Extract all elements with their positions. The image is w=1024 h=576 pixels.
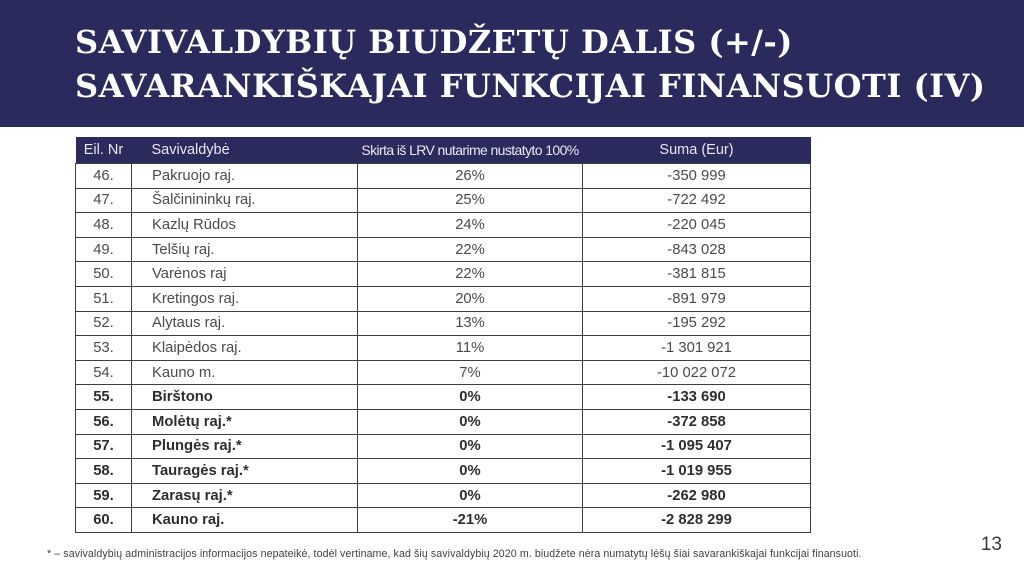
table-row [76, 409, 811, 434]
row-number-cell: 52. [76, 311, 132, 336]
row-number-cell: 51. [76, 286, 132, 311]
table-row [76, 434, 811, 459]
amount-cell: -372 858 [583, 409, 811, 434]
header-eil-nr: Eil. Nr [76, 137, 132, 164]
amount-cell: -381 815 [583, 262, 811, 287]
percent-cell: 22% [358, 237, 583, 262]
footnote: * – savivaldybių administracijos informacijos nepateikė, todėl vertiname, kad šių savivaldybių 2020 m. biudžete nėra numatytų lėšų šiai savarankiškajai funkcijai finansuoti. [47, 548, 862, 560]
percent-cell: 24% [358, 213, 583, 238]
table-row [76, 188, 811, 213]
percent-cell: 22% [358, 262, 583, 287]
table-row [76, 483, 811, 508]
amount-cell: -350 999 [583, 164, 811, 189]
percent-cell: 11% [358, 336, 583, 361]
table-row [76, 262, 811, 287]
table-header [76, 137, 811, 164]
municipality-cell: Molėtų raj.* [132, 409, 358, 434]
municipality-cell: Kretingos raj. [132, 286, 358, 311]
municipality-cell: Tauragės raj.* [132, 459, 358, 484]
amount-cell: -2 828 299 [583, 508, 811, 533]
municipality-cell: Šalčinininkų raj. [132, 188, 358, 213]
slide-title-banner [0, 0, 1024, 127]
percent-cell: 13% [358, 311, 583, 336]
row-number-cell: 46. [76, 164, 132, 189]
table-header-row [76, 137, 811, 164]
percent-cell: 7% [358, 360, 583, 385]
row-number-cell: 49. [76, 237, 132, 262]
table-row [76, 213, 811, 238]
amount-cell: -1 301 921 [583, 336, 811, 361]
municipality-cell: Pakruojo raj. [132, 164, 358, 189]
amount-cell: -220 045 [583, 213, 811, 238]
row-number-cell: 56. [76, 409, 132, 434]
amount-cell: -843 028 [583, 237, 811, 262]
budget-table [75, 137, 811, 533]
amount-cell: -891 979 [583, 286, 811, 311]
percent-cell: 0% [358, 409, 583, 434]
page-number: 13 [980, 534, 1002, 555]
row-number-cell: 54. [76, 360, 132, 385]
municipality-cell: Birštono [132, 385, 358, 410]
header-suma-eur: Suma (Eur) [583, 137, 811, 164]
row-number-cell: 53. [76, 336, 132, 361]
municipality-cell: Kauno raj. [132, 508, 358, 533]
row-number-cell: 57. [76, 434, 132, 459]
row-number-cell: 58. [76, 459, 132, 484]
row-number-cell: 50. [76, 262, 132, 287]
table-body [76, 164, 811, 533]
row-number-cell: 48. [76, 213, 132, 238]
table-row [76, 360, 811, 385]
municipality-cell: Telšių raj. [132, 237, 358, 262]
percent-cell: -21% [358, 508, 583, 533]
slide-title-line1: SAVIVALDYBIŲ BIUDŽETŲ DALIS (+/-) [75, 23, 793, 61]
municipality-cell: Zarasų raj.* [132, 483, 358, 508]
table-row [76, 459, 811, 484]
municipality-cell: Kazlų Rūdos [132, 213, 358, 238]
percent-cell: 25% [358, 188, 583, 213]
row-number-cell: 55. [76, 385, 132, 410]
municipality-cell: Klaipėdos raj. [132, 336, 358, 361]
budget-table-container [75, 137, 810, 533]
amount-cell: -133 690 [583, 385, 811, 410]
municipality-cell: Alytaus raj. [132, 311, 358, 336]
amount-cell: -10 022 072 [583, 360, 811, 385]
municipality-cell: Plungės raj.* [132, 434, 358, 459]
municipality-cell: Varėnos raj [132, 262, 358, 287]
percent-cell: 0% [358, 385, 583, 410]
table-row [76, 286, 811, 311]
amount-cell: -722 492 [583, 188, 811, 213]
amount-cell: -1 019 955 [583, 459, 811, 484]
table-row [76, 164, 811, 189]
row-number-cell: 47. [76, 188, 132, 213]
percent-cell: 26% [358, 164, 583, 189]
slide-title [75, 20, 1024, 108]
row-number-cell: 60. [76, 508, 132, 533]
table-row [76, 385, 811, 410]
row-number-cell: 59. [76, 483, 132, 508]
amount-cell: -195 292 [583, 311, 811, 336]
municipality-cell: Kauno m. [132, 360, 358, 385]
header-savivaldybe: Savivaldybė [132, 137, 358, 164]
amount-cell: -1 095 407 [583, 434, 811, 459]
header-skirta-lrv: Skirta iš LRV nutarime nustatyto 100% [358, 137, 583, 164]
table-row [76, 336, 811, 361]
percent-cell: 20% [358, 286, 583, 311]
slide-title-line2: SAVARANKIŠKAJAI FUNKCIJAI FINANSUOTI (IV) [75, 67, 986, 105]
amount-cell: -262 980 [583, 483, 811, 508]
table-row [76, 508, 811, 533]
percent-cell: 0% [358, 483, 583, 508]
percent-cell: 0% [358, 434, 583, 459]
table-row [76, 311, 811, 336]
table-row [76, 237, 811, 262]
percent-cell: 0% [358, 459, 583, 484]
